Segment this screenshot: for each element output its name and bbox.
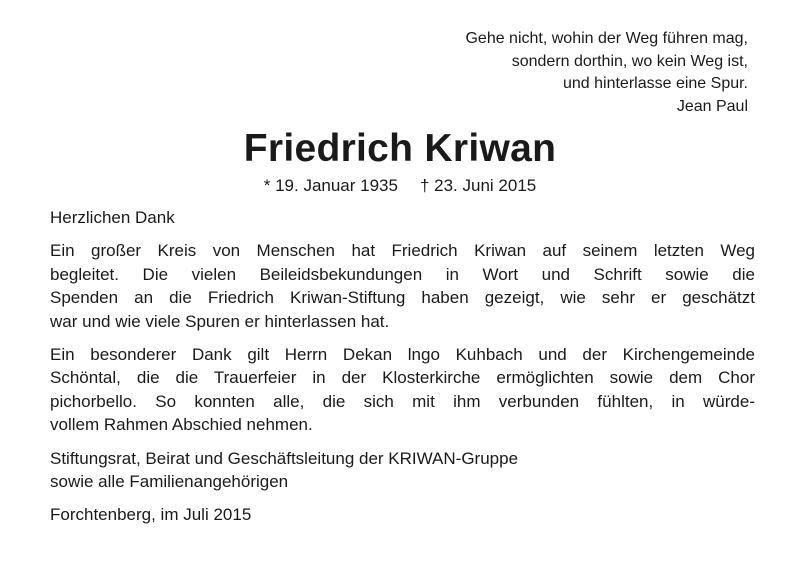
epigraph-quote: [328, 28, 748, 118]
paragraph-line: Ein großer Kreis von Menschen hat Friedrich Kriwan auf seinem letzten Weg: [50, 241, 755, 261]
paragraph-line: begleitet. Die vielen Beileidsbekundungen in Wort und Schrift sowie die: [50, 264, 755, 284]
thanks-heading-text: Herzlichen Dank: [50, 208, 175, 227]
quote-line: Gehe nicht, wohin der Weg führen mag,: [465, 30, 748, 47]
thanks-heading: [50, 206, 755, 229]
death-date: † 23. Juni 2015: [419, 176, 537, 195]
place-date-text: Forchtenberg, im Juli 2015: [50, 505, 252, 525]
paragraph-line: Schöntal, die die Trauerfeier in der Klosterkirche ermöglichten sowie dem Chor: [50, 368, 755, 388]
paragraph-line: vollem Rahmen Abschied nehmen.: [50, 415, 313, 435]
paragraph-line: war und wie viele Spuren er hinterlassen hat.: [50, 311, 390, 331]
paragraph-line: Ein besonderer Dank gilt Herrn Dekan lngo Kuhbach und der Kirchengemeinde: [50, 345, 755, 365]
signature-block: [50, 447, 755, 494]
life-dates: [0, 175, 800, 197]
paragraph-special-thanks: [50, 343, 755, 437]
signature-line: Stiftungsrat, Beirat und Geschäftsleitung der KRIWAN-Gruppe: [50, 448, 519, 468]
quote-line: sondern dorthin, wo kein Weg ist,: [511, 52, 748, 70]
paragraph-line: Spenden an die Friedrich Kriwan-Stiftung haben gezeigt, wie sehr er geschätzt: [50, 288, 755, 308]
quote-line: und hinterlasse eine Spur.: [562, 75, 748, 92]
place-date: [50, 503, 755, 526]
quote-author: Jean Paul: [676, 97, 748, 115]
signature-line: sowie alle Familienangehörigen: [50, 472, 289, 492]
paragraph-line: pichorbello. So konnten alle, die sich mit ihm verbunden fühlten, in würde-: [50, 391, 755, 411]
deceased-name: Friedrich Kriwan: [243, 127, 557, 170]
paragraph-gratitude: [50, 239, 755, 333]
birth-date: * 19. Januar 1935: [263, 176, 398, 195]
notice-body: [50, 206, 755, 537]
